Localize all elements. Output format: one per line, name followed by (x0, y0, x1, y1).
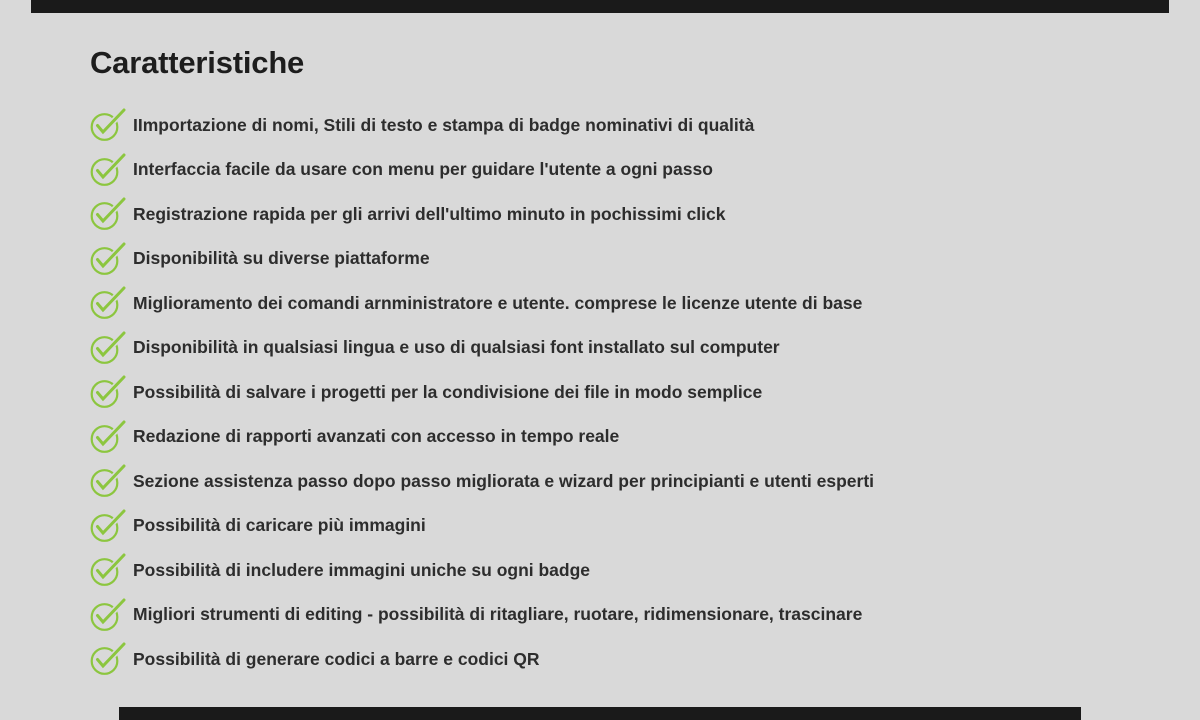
adjacent-slide-edge-bottom (119, 707, 1081, 720)
feature-text: Migliori strumenti di editing - possibilità di ritagliare, ruotare, ridimensionare, trascinare (133, 604, 863, 625)
check-circle-icon (90, 375, 126, 409)
feature-text: Redazione di rapporti avanzati con accesso in tempo reale (133, 426, 620, 447)
feature-item (90, 637, 1140, 682)
feature-text: Sezione assistenza passo dopo passo migliorata e wizard per principianti e utenti esperti (133, 470, 875, 491)
check-circle-icon (90, 153, 126, 187)
feature-item (90, 237, 1140, 282)
check-circle-icon (90, 420, 126, 454)
feature-text: Miglioramento dei comandi arnministratore e utente. comprese le licenze utente di base (133, 292, 863, 313)
feature-item (90, 281, 1140, 326)
feature-item (90, 415, 1140, 460)
feature-text: Disponibilità su diverse piattaforme (133, 248, 430, 269)
feature-item (90, 370, 1140, 415)
check-circle-icon (90, 108, 126, 142)
check-circle-icon (90, 642, 126, 676)
check-circle-icon (90, 553, 126, 587)
feature-item (90, 103, 1140, 148)
check-circle-icon (90, 464, 126, 498)
check-circle-icon (90, 286, 126, 320)
feature-text: Interfaccia facile da usare con menu per guidare l'utente a ogni passo (133, 159, 713, 180)
feature-text: IImportazione di nomi, Stili di testo e stampa di badge nominativi di qualità (133, 114, 755, 135)
feature-item (90, 192, 1140, 237)
feature-item (90, 148, 1140, 193)
features-list (90, 103, 1140, 682)
check-circle-icon (90, 598, 126, 632)
feature-text: Registrazione rapida per gli arrivi dell'ultimo minuto in pochissimi click (133, 203, 726, 224)
check-circle-icon (90, 197, 126, 231)
feature-text: Possibilità di includere immagini uniche su ogni badge (133, 559, 591, 580)
check-circle-icon (90, 242, 126, 276)
adjacent-slide-edge-top (31, 0, 1169, 13)
features-section (90, 44, 1140, 682)
feature-item (90, 459, 1140, 504)
feature-text: Possibilità di salvare i progetti per la condivisione dei file in modo semplice (133, 381, 763, 402)
feature-text: Disponibilità in qualsiasi lingua e uso di qualsiasi font installato sul computer (133, 337, 780, 358)
feature-item (90, 593, 1140, 638)
check-circle-icon (90, 331, 126, 365)
page-title: Caratteristiche (90, 45, 305, 80)
feature-item (90, 326, 1140, 371)
feature-text: Possibilità di caricare più immagini (133, 515, 426, 536)
feature-text: Possibilità di generare codici a barre e codici QR (133, 648, 540, 669)
feature-item (90, 548, 1140, 593)
check-circle-icon (90, 509, 126, 543)
feature-item (90, 504, 1140, 549)
